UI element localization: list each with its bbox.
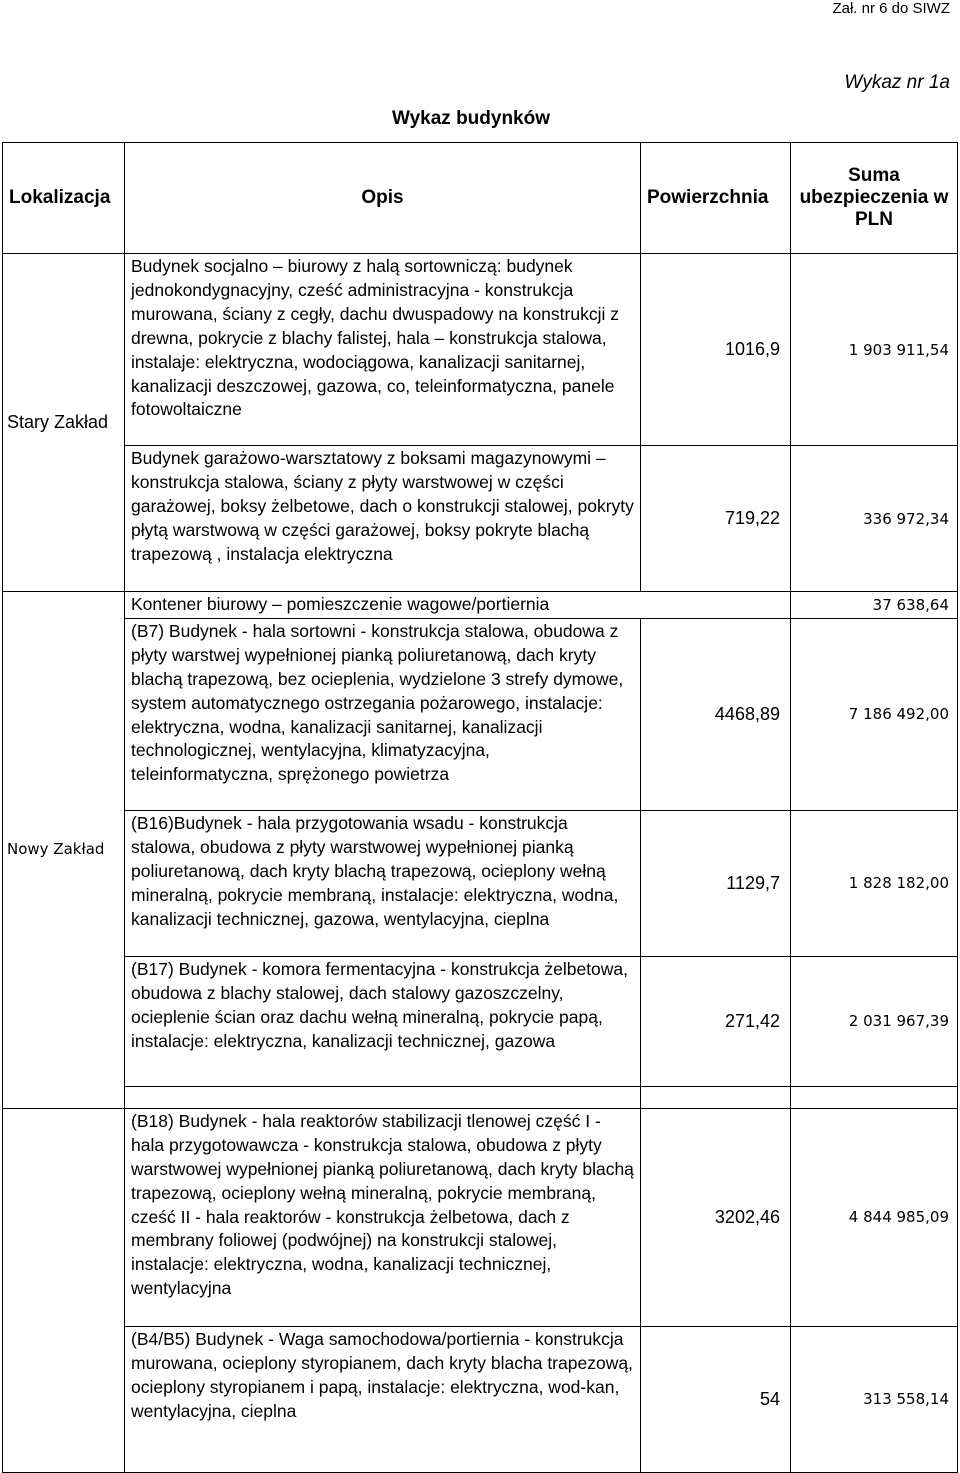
description-cell: Budynek garażowo-warsztatowy z boksami magazynowymi – konstrukcja stalowa, ściany z płyty warstwowej w części garażowej, boksy żelbetowe, dach o konstrukcji stalowej, pokryty płytą warstwową w części garażowej, boksy pokryte blachą trapezową , instalacja elektryczna [125,446,641,592]
table-row [3,592,958,619]
column-header-area: Powierzchnia [641,143,791,254]
area-cell: 271,42 [641,956,791,1086]
location-cell: Nowy Zakład [3,592,125,1109]
sum-cell: 2 031 967,39 [791,956,958,1086]
buildings-table [2,142,958,1473]
table-row [3,254,958,446]
description-cell: (B18) Budynek - hala reaktorów stabilizacji tlenowej część I - hala przygotowawcza - konstrukcja stalowa, obudowa z płyty warstwowej wypełnionej pianką poliuretanową, dach kryty blachą trapezową, ocieplony wełną mineralną, pokrycie membraną, cześć II - hala reaktorów - konstrukcja żelbetowa, dach z membrany foliowej (podwójnej) na konstrukcji stalowej, instalacje: elektryczna, wodna, kanalizacji technicznej, wentylacyjna [125,1108,641,1326]
location-cell [3,1108,125,1472]
area-cell: 4468,89 [641,618,791,810]
table-row [3,1326,958,1472]
column-header-sum: Suma ubezpieczenia w PLN [791,143,958,254]
table-row [3,956,958,1086]
sum-cell: 1 828 182,00 [791,810,958,956]
description-cell: (B17) Budynek - komora fermentacyjna - konstrukcja żelbetowa, obudowa z blachy stalowej, dach stalowy gazoszczelny, ocieplenie ścian oraz dachu wełną mineralną, pokrycie papą, instalacje: elektryczna, kanalizacji technicznej, gazowa [125,956,641,1086]
sum-cell: 37 638,64 [791,592,958,619]
sum-cell: 7 186 492,00 [791,618,958,810]
list-number: Wykaz nr 1a [844,72,950,93]
description-cell: (B7) Budynek - hala sortowni - konstrukcja stalowa, obudowa z płyty warstwej wypełnionej pianką poliuretanową, dach kryty blachą trapezową, bez ocieplenia, wydzielone 3 strefy dymowe, system automatycznego ostrzegania pożarowego, instalacje: elektryczna, wodna, kanalizacji sanitarnej, kanalizacji technologicznej, wentylacyjna, klimatyzacyjna, teleinformatyczna, sprężonego powietrza [125,618,641,810]
table-row [3,1108,958,1326]
sum-cell: 1 903 911,54 [791,254,958,446]
location-cell: Stary Zakład [3,254,125,592]
area-cell: 1016,9 [641,254,791,446]
table-row [3,810,958,956]
page-reference: Zał. nr 6 do SIWZ [832,0,950,17]
description-cell: (B16)Budynek - hala przygotowania wsadu - konstrukcja stalowa, obudowa z płyty warstwowej wypełnionej pianką poliuretanową, dach kryty blachą trapezową, ocieplony wełną mineralną, pokrycie membraną, instalacje: elektryczna, wodna, kanalizacji technicznej, gazowa, wentylacyjna, cieplna [125,810,641,956]
description-cell: (B4/B5) Budynek - Waga samochodowa/portiernia - konstrukcja murowana, ocieplony styropianem, dach kryty blacha trapezową, ocieplony styropianem i papą, instalacje: elektryczna, wod-kan, wentylacyjna, cieplna [125,1326,641,1472]
description-cell: Budynek socjalno – biurowy z halą sortowniczą: budynek jednokondygnacyjny, cześć administracyjna - konstrukcja murowana, ściany z cegły, dachu dwuspadowy na konstrukcji z drewna, pokrycie z blachy falistej, hala – konstrukcja stalowa, instalaje: elektryczna, wodociągowa, kanalizacji sanitarnej, kanalizacji deszczowej, gazowa, co, teleinformatyczna, panele fotowoltaiczne [125,254,641,446]
table-row [3,618,958,810]
area-cell: 1129,7 [641,810,791,956]
spacer-row [3,1086,958,1108]
area-cell: 54 [641,1326,791,1472]
sum-cell: 313 558,14 [791,1326,958,1472]
table-header-row [3,143,958,254]
sum-cell: 336 972,34 [791,446,958,592]
area-cell: 719,22 [641,446,791,592]
column-header-location: Lokalizacja [3,143,125,254]
document-title: Wykaz budynków [392,108,551,129]
column-header-description: Opis [125,143,641,254]
sum-cell: 4 844 985,09 [791,1108,958,1326]
description-cell: Kontener biurowy – pomieszczenie wagowe/portiernia [125,592,791,619]
table-row [3,446,958,592]
area-cell: 3202,46 [641,1108,791,1326]
